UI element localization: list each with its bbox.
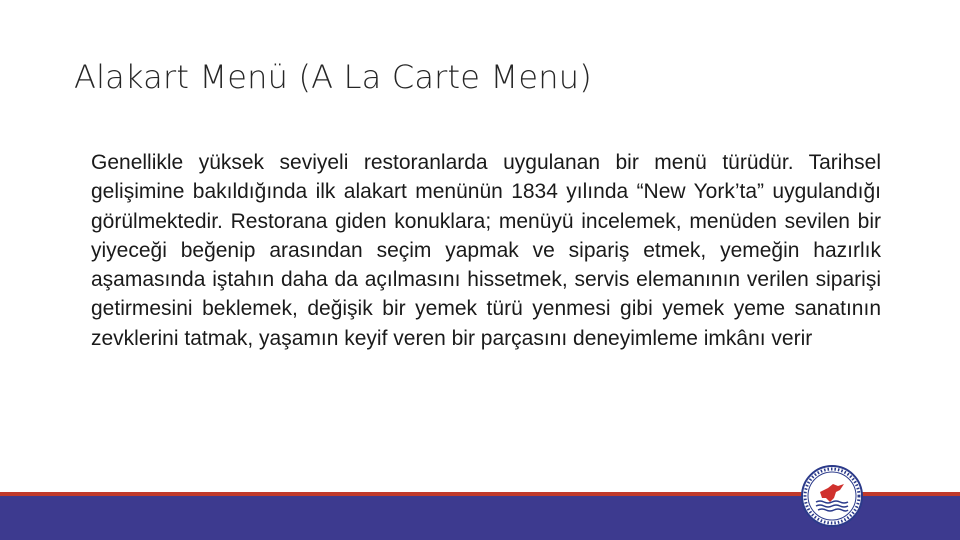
slide-title: Alakart Menü (A La Carte Menu) bbox=[74, 58, 592, 96]
university-seal-icon bbox=[800, 464, 864, 528]
slide-body-text: Genellikle yüksek seviyeli restoranlarda uygulanan bir menü türüdür. Tarihsel gelişimine bakıldığında ilk alakart menünün 1834 yılında “New York’ta” uygulandığı görülmektedir. Restorana giden konuklara; menüyü incelemek, menüden sevilen bir yiyeceği beğenip arasından seçim yapmak ve sipariş etmek, yemeğin hazırlık aşamasında iştahın daha da açılmasını hissetmek, servis elemanının verilen siparişi getirmesini beklemek, değişik bir yemek türü yenmesi gibi yemek yeme sanatının zevklerini tatmak, yaşamın keyif veren bir parçasını deneyimleme imkânı verir bbox=[91, 151, 881, 350]
